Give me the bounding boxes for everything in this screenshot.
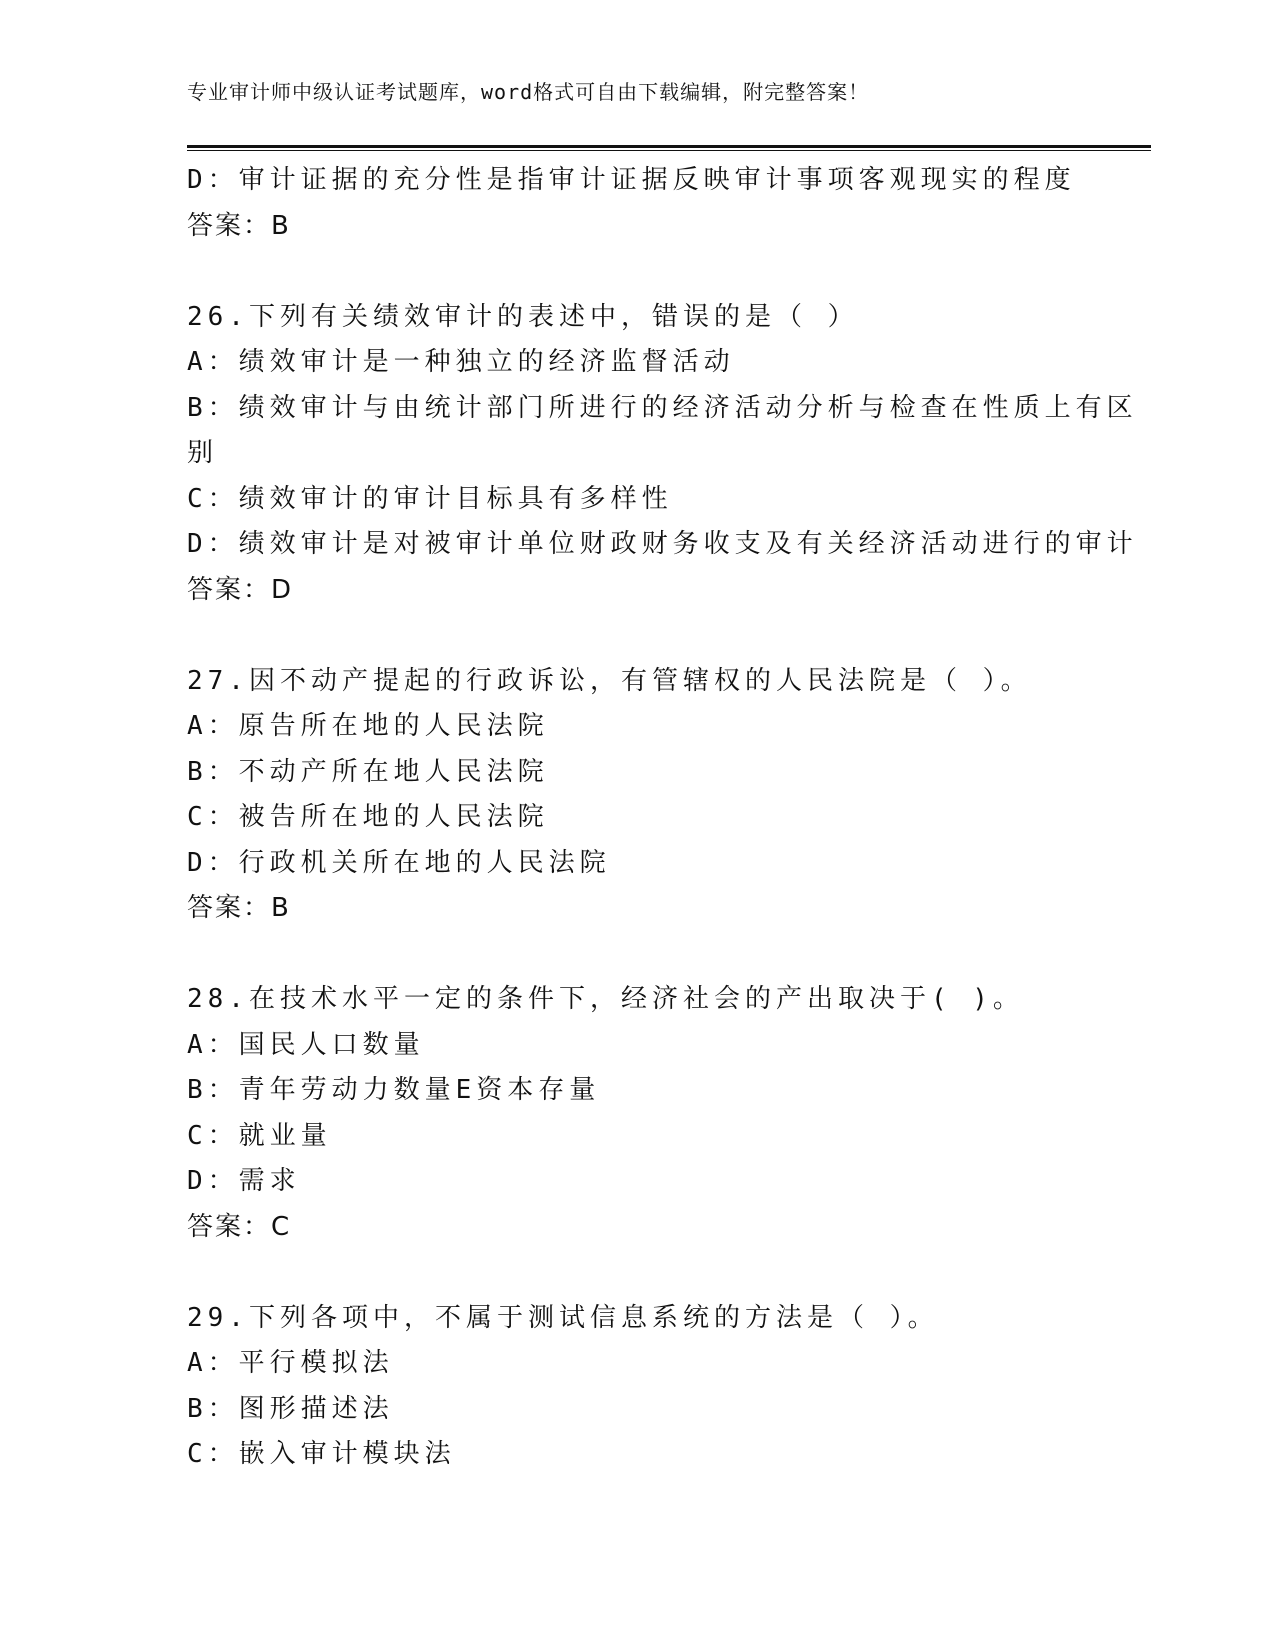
option-b: B：绩效审计与由统计部门所进行的经济活动分析与检查在性质上有区: [187, 392, 1138, 423]
option-b-continued: 别: [187, 438, 219, 468]
answer: 答案：C: [187, 1211, 292, 1242]
question-stem: 29.下列各项中，不属于测试信息系统的方法是（ ）。: [187, 1302, 939, 1333]
question-29: [187, 1296, 1087, 1478]
option-b: B：青年劳动力数量E资本存量: [187, 1075, 601, 1105]
answer: 答案：D: [187, 574, 294, 605]
option-a: A：平行模拟法: [187, 1348, 394, 1378]
question-26: [187, 295, 1138, 614]
option-a: A：绩效审计是一种独立的经济监督活动: [187, 347, 735, 377]
question-27: [187, 659, 1087, 932]
option-d: D：绩效审计是对被审计单位财政财务收支及有关经济活动进行的审计: [187, 529, 1138, 559]
option-c: C：嵌入审计模块法: [187, 1439, 456, 1469]
question-content: [187, 158, 1138, 1478]
spacer: [187, 613, 1087, 659]
option-b: B：图形描述法: [187, 1393, 394, 1424]
option-d: D：行政机关所在地的人民法院: [187, 847, 611, 878]
option-d: D：需求: [187, 1166, 301, 1196]
answer: 答案：B: [187, 893, 291, 923]
question-stem: 28.在技术水平一定的条件下，经济社会的产出取决于( )。: [187, 984, 1024, 1014]
spacer: [187, 932, 1087, 978]
option-c: C：就业量: [187, 1120, 332, 1151]
option-a: A：国民人口数量: [187, 1029, 425, 1060]
page-header: 专业审计师中级认证考试题库，word格式可自由下载编辑，附完整答案！: [187, 80, 870, 104]
question-stem: 26.下列有关绩效审计的表述中，错误的是（ ）: [187, 301, 859, 332]
question-28: [187, 977, 1087, 1250]
prev-question-answer: 答案：B: [187, 210, 291, 241]
header-rule-thin: [187, 150, 1151, 151]
spacer: [187, 1250, 1087, 1296]
header-rule-thick: [187, 145, 1151, 148]
spacer: [187, 249, 1087, 295]
question-stem: 27.因不动产提起的行政诉讼，有管辖权的人民法院是（ ）。: [187, 665, 1032, 696]
option-a: A：原告所在地的人民法院: [187, 711, 549, 741]
option-c: C：被告所在地的人民法院: [187, 802, 549, 832]
option-b: B：不动产所在地人民法院: [187, 756, 549, 787]
prev-question-option-d: D：审计证据的充分性是指审计证据反映审计事项客观现实的程度: [187, 165, 1076, 195]
option-c: C：绩效审计的审计目标具有多样性: [187, 483, 673, 514]
